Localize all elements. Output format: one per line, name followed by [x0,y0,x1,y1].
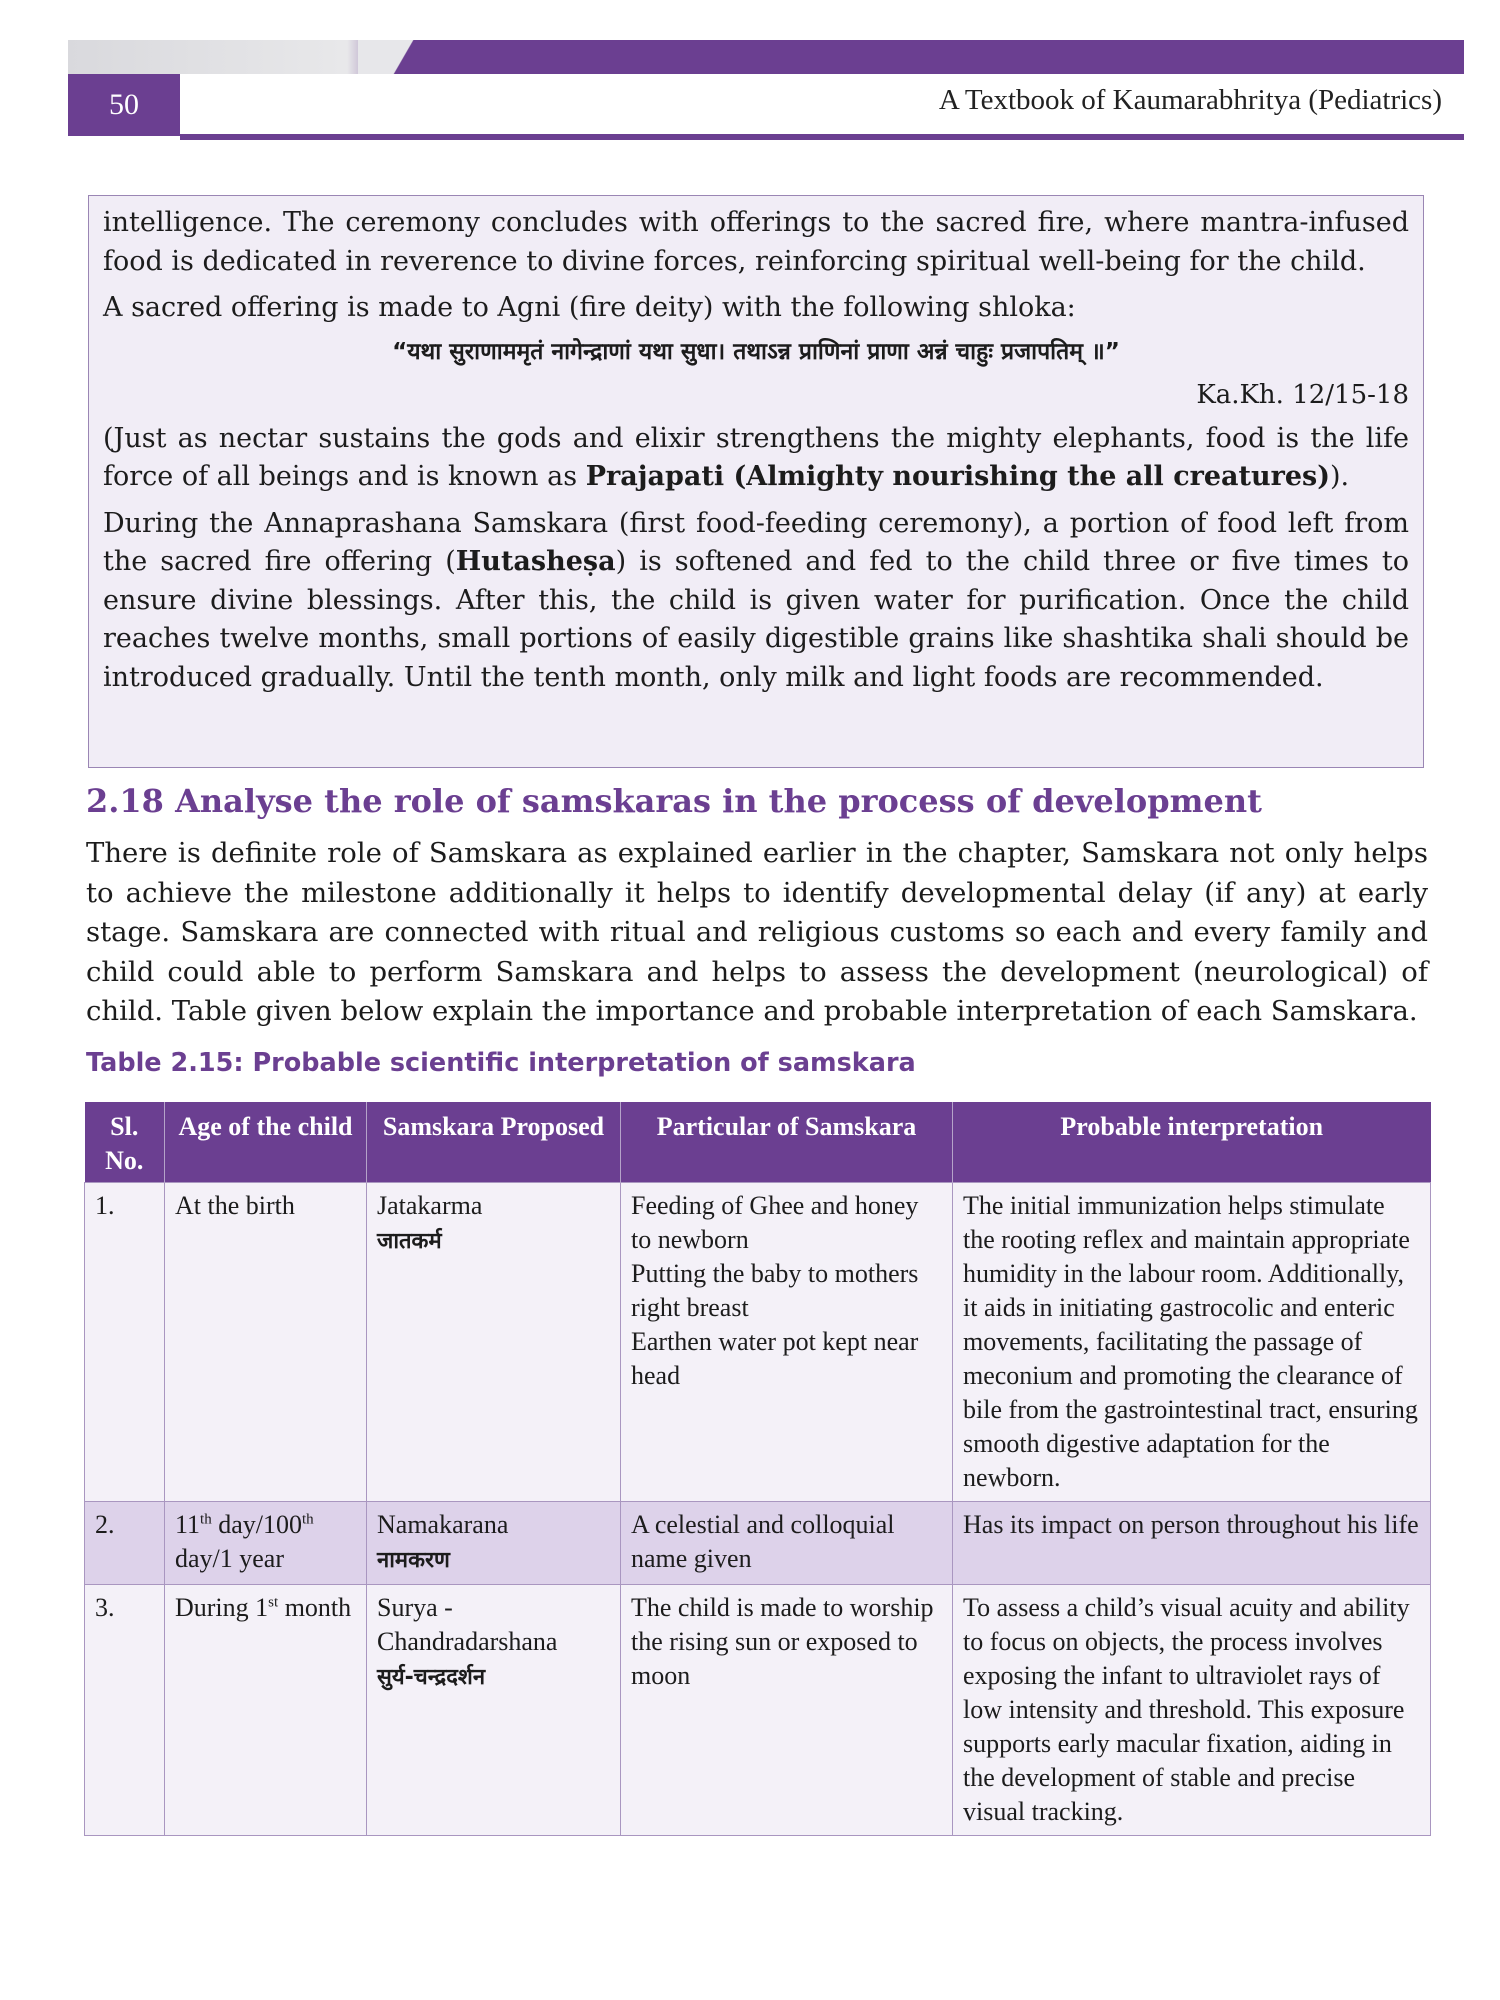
cell-sl: 3. [85,1585,165,1836]
shloka-translation [103,420,1409,497]
particular-line: Putting the baby to mothers right breast [631,1259,919,1322]
header-stripe-slant [358,40,448,74]
samskara-name: Surya -Chandradarshana [377,1593,558,1656]
cell-age: At the birth [165,1183,367,1502]
particular-line: Earthen water pot kept near head [631,1327,919,1390]
section-heading: 2.18 Analyse the role of samskaras in the process of development [86,782,1262,820]
annaprashana-text: During the Annaprashana Samskara (first food-feeding ceremony), a portion of food left from the sacred fire offering ( [103,507,1409,577]
section-body: There is definite role of Samskara as explained earlier in the chapter, Samskara not only helps to achieve the milestone additionally it helps to identify developmental delay (if any) at early stage. Samskara are connected with ritual and religious customs so each and every family and child could able to perform Samskara and helps to assess the development (neurological) of child. Table given below explain the importance and probable interpretation of each Samskara. [86,837,1428,1027]
table-row [85,1502,1431,1585]
cell-sl: 1. [85,1183,165,1502]
age-text: During 1 [175,1593,269,1622]
samskara-table [84,1102,1431,1836]
age-superscript: st [268,1594,279,1611]
age-superscript: th [301,1511,314,1528]
cell-particular [621,1183,953,1502]
annaprashana-text-end: ) is softened and fed to the child three or five times to ensure divine blessings. After this, the child is given water for purification. Once the child reaches twelve months, small portions of easily digestible grains like shashtika shali should be introduced gradually. Until the tenth month, only milk and light foods are recommended. [103,546,1409,693]
table-row [85,1585,1431,1836]
age-superscript: th [200,1511,212,1528]
page-header [68,40,1464,140]
header-sl-no: Sl. No. [85,1102,165,1183]
header-particular: Particular of Samskara [621,1102,953,1183]
header-samskara-proposed: Samskara Proposed [367,1102,621,1183]
cell-interpretation: To assess a child’s visual acuity and ability to focus on objects, the process involves exposing the infant to ultraviolet rays of low intensity and threshold. This exposure supports early macular fixation, aiding in the development of stable and precise visual tracking. [953,1585,1431,1836]
page-number: 50 [68,74,180,136]
header-rule [180,134,1464,140]
cell-samskara [367,1585,621,1836]
cell-particular: The child is made to worship the rising sun or exposed to moon [621,1585,953,1836]
age-text: day/100 [211,1510,302,1539]
header-age: Age of the child [165,1102,367,1183]
table-caption: Table 2.15: Probable scientific interpretation of samskara [86,1048,916,1078]
table-header-row [85,1102,1431,1183]
samskara-devanagari: जातकर्म [377,1229,442,1254]
age-text: 11 [175,1510,201,1539]
age-text: day/1 year [175,1544,285,1573]
sanskrit-shloka: “यथा सुराणाममृतं नागेन्द्राणां यथा सुधा। तथाऽन्न प्राणिनां प्राणा अन्नं चाहुः प्रजापतिम् ॥” [392,338,1120,365]
shloka-reference: Ka.Kh. 12/15-18 [1196,379,1409,410]
cell-sl: 2. [85,1502,165,1585]
translation-text: (Just as nectar sustains the gods and elixir strengthens the mighty elephants, food is the life force of all beings and is known as [103,422,1409,492]
cell-age [165,1585,367,1836]
samskara-devanagari: सुर्य-चन्द्रदर्शन [377,1665,486,1690]
particular-line: Feeding of Ghee and honey to newborn [631,1191,919,1254]
header-interpretation: Probable interpretation [953,1102,1431,1183]
header-stripe [68,40,1464,74]
cell-interpretation: Has its impact on person throughout his life [953,1502,1431,1585]
cell-interpretation: The initial immunization helps stimulate the rooting reflex and maintain appropriate humidity in the labour room. Additionally, it aids in initiating gastrocolic and enteric movements, facilitating the passage of meconium and promoting the clearance of bile from the gastrointestinal tract, ensuring smooth digestive adaptation for the newborn. [953,1183,1431,1502]
cell-samskara [367,1502,621,1585]
cell-age [165,1502,367,1585]
translation-bold: Prajapati (Almighty nourishing the all creatures) [585,461,1331,492]
book-title: A Textbook of Kaumarabhritya (Pediatrics) [938,84,1442,116]
age-text: month [278,1593,352,1622]
translation-end: ). [1330,461,1350,492]
samskara-name: Namakarana [377,1510,509,1539]
hutashesa-term: Hutasheṣa [455,546,616,577]
samskara-name: Jatakarma [377,1191,483,1220]
box-paragraph-offering: A sacred offering is made to Agni (fire deity) with the following shloka: [103,292,1076,323]
box-paragraph-annaprashana [103,505,1409,698]
table-row [85,1183,1431,1502]
samskara-devanagari: नामकरण [377,1548,450,1573]
box-paragraph-intelligence: intelligence. The ceremony concludes with offerings to the sacred fire, where mantra-infused food is dedicated in reverence to divine forces, reinforcing spiritual well-being for the child. [103,207,1409,277]
shaded-text-box [88,195,1424,768]
cell-samskara [367,1183,621,1502]
cell-particular: A celestial and colloquial name given [621,1502,953,1585]
